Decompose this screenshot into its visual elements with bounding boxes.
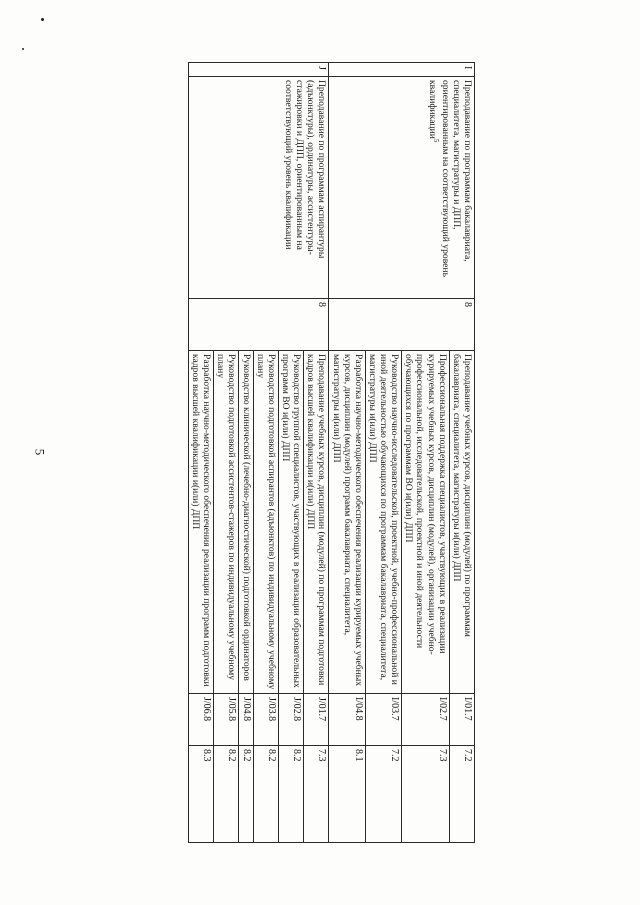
labor-function-name: Профессиональная поддержка специалистов, участвующих в реализации курируемых учебных курсов, дисциплин (модулей), организации учебно-профессиональной, исследовательской, проектной и иной деятельности обучающихся по программам ВО и(или) ДПП [402, 351, 450, 694]
labor-function-name: Руководство группой специалистов, участвующих в реализации образовательных программ ВО и(или) ДПП [279, 351, 304, 694]
labor-function-code: I/02.7 [402, 694, 450, 746]
labor-function-name: Руководство клинической (лечебно-диагностической) подготовкой ординаторов [239, 351, 254, 694]
function-group-title [188, 77, 329, 299]
labor-function-sublevel: 8.2 [239, 746, 254, 843]
labor-function-code: J/05.8 [213, 694, 238, 746]
function-group-code: J [188, 63, 329, 77]
function-group-code: I [329, 63, 475, 77]
labor-function-sublevel: 8.2 [279, 746, 304, 843]
labor-function-sublevel: 8.3 [188, 746, 213, 843]
table-row [449, 63, 474, 843]
labor-function-name: Преподавание учебных курсов, дисциплин (модулей) по программам подготовки кадров высшей квалификации и(или) ДПП [304, 351, 329, 694]
labor-function-name: Руководство научно-исследовательской, проектной, учебно-профессиональной и иной деятельностью обучающихся по программам бакалавриата, специалитета, магистратуры и(или) ДПП [365, 351, 401, 694]
labor-function-sublevel: 7.2 [365, 746, 401, 843]
scan-speck [22, 48, 24, 50]
labor-function-sublevel: 7.3 [304, 746, 329, 843]
page-number: 5 [32, 448, 48, 456]
labor-function-name: Разработка научно-методического обеспечения реализации программ подготовки кадров высшей квалификации и(или) ДПП [188, 351, 213, 694]
labor-function-sublevel: 8.2 [253, 746, 278, 843]
table-row [304, 63, 329, 843]
labor-function-code: J/04.8 [239, 694, 254, 746]
labor-function-code: J/06.8 [188, 694, 213, 746]
qualification-level: 8 [188, 299, 329, 351]
labor-function-name: Руководство подготовкой аспирантов (адъюнктов) по индивидуальному учебному плану [253, 351, 278, 694]
labor-function-code: I/03.7 [365, 694, 401, 746]
labor-function-name: Преподавание учебных курсов, дисциплин (модулей) по программам бакалавриата, специалитета, магистратуры и(или) ДПП [449, 351, 474, 694]
footnote-marker: 5 [431, 138, 440, 143]
labor-function-code: J/01.7 [304, 694, 329, 746]
qualification-level: 8 [329, 299, 475, 351]
labor-function-sublevel: 8.1 [329, 746, 365, 843]
labor-function-code: I/01.7 [449, 694, 474, 746]
labor-function-sublevel: 8.2 [213, 746, 238, 843]
qualification-table-body [188, 63, 474, 843]
function-group-title-text: Преподавание по программам бакалавриата, специалитета, магистратуры и ДПП, ориентированным на соответствующий уровень квалификации [426, 80, 473, 277]
labor-function-sublevel: 7.2 [449, 746, 474, 843]
rotated-page-content [59, 62, 475, 842]
labor-function-code: J/03.8 [253, 694, 278, 746]
function-group-title-text: Преподавание по программам аспирантуры (адъюнктуры), ординатуры, ассистентуры-стажировки и ДПП, ориентированным на соответствующий уровень квалификации [283, 80, 328, 259]
labor-function-name: Разработка научно-методического обеспечения реализации курируемых учебных курсов, дисциплин (модулей) программ бакалавриата, специалитета, магистратуры и(или) ДПП [329, 351, 365, 694]
labor-function-sublevel: 7.3 [402, 746, 450, 843]
labor-function-code: J/02.8 [279, 694, 304, 746]
function-group-title [329, 77, 475, 299]
labor-function-code: I/04.8 [329, 694, 365, 746]
labor-function-name: Руководство подготовкой ассистентов-стажеров по индивидуальному учебному плану [213, 351, 238, 694]
qualification-table [188, 62, 475, 843]
scan-speck [41, 18, 44, 21]
